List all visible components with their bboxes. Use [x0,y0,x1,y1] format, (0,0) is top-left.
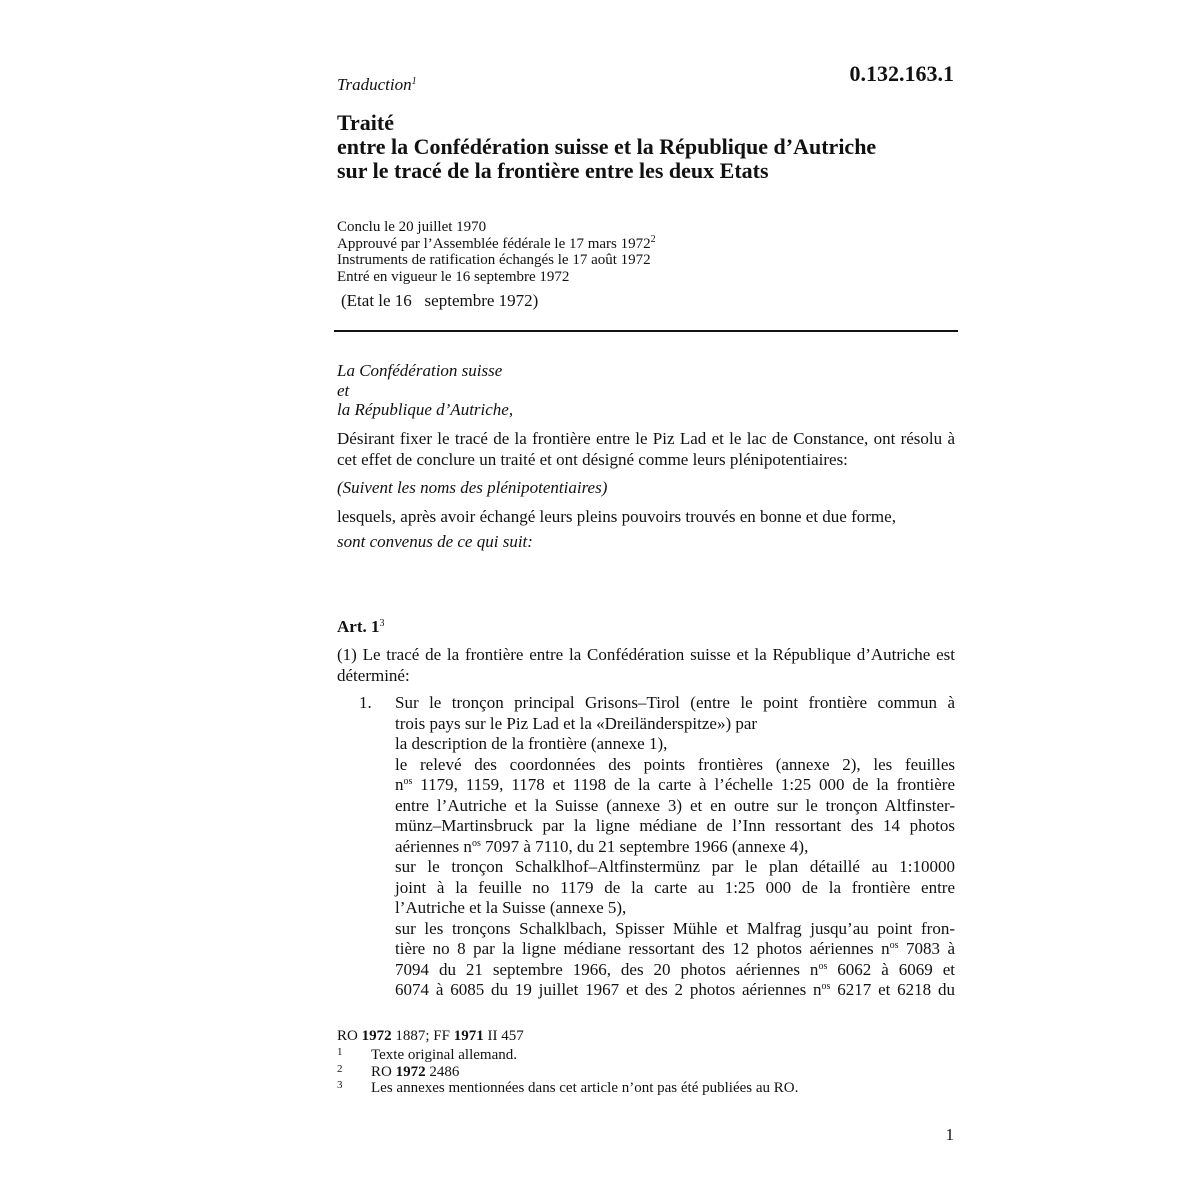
preamble-parties [337,361,513,420]
article-heading [337,617,384,637]
preamble-desirant: Désirant fixer le tracé de la frontière entre le Piz Lad et le lac de Constance, ont résolu à cet effet de conclure un traité et ont désigné comme leurs plénipotentiaires: [337,429,955,469]
footnote-ro-reference: RO 1972 1887; FF 1971 II 457 [337,1028,524,1044]
list-item: Sur le tronçon principal Grisons–Tirol (entre le point frontière commun à trois pays sur le Piz Lad et la «Dreiländerspitze») par la description de la frontière (annexe 1), le relevé des coordonnées des points frontières (annexe 2), les feuilles $n^{os}$ 1179, 1159, 1178 et 1198 de la carte à l’échelle 1:25 000 de la frontière entre l’Autriche et la Suisse (annexe 3) et en outre sur le tronçon Altfinster- münz–Martinsbruck par la ligne médiane de l’Inn ressortant des 14 photos aériennes $n^{os}$ 7097 à 7110, du 21 septembre 1966 (annexe 4), sur le tronçon Schalklhof–Altfinstermünz par le plan détaillé au 1:10000 joint à la feuille no 1179 de la carte au 1:25 000 de la frontière entre l’Autriche et la Suisse (annexe 5), sur les tronçons Schalklbach, Spisser Mühle et Malfrag jusqu’au point fron- tière no 8 par la ligne médiane ressortant des 12 photos aériennes $n^{os}$ 7083 à 7094 du 21 septembre 1966, des 20 photos aériennes $n^{os}$ 6062 à 6069 et 6074 à 6085 du 19 juillet 1967 et des 2 photos aériennes $n^{os}$ 6217 et 6218 du [395,693,955,999]
treaty-metadata [337,219,656,285]
preamble-convenus: sont convenus de ce qui suit: [337,532,533,551]
party-austria: la République d’Autriche, [337,400,514,419]
concluded-date: Conclu le 20 juillet 1970 [337,219,487,235]
sr-number: 0.132.163.1 [849,61,954,86]
preamble-lesquels: lesquels, après avoir échangé leurs pleins pouvoirs trouvés en bonne et due forme, [337,507,896,526]
state-date: (Etat le 16 septembre 1972) [341,291,539,310]
approved-date: Approuvé par l’Assemblée fédérale le 17 mars 1972$^2$ [337,233,656,252]
title-line-1: Traité [337,110,395,135]
title-line-2: entre la Confédération suisse et la République d’Autriche [337,134,877,159]
article-paragraph-1: (1) Le tracé de la frontière entre la Confédération suisse et la République d’Autriche est déterminé: [337,645,955,685]
title-line-3: sur le tracé de la frontière entre les deux Etats [337,158,769,183]
footnote-ref-1: 1 [411,76,417,87]
party-switzerland: La Confédération suisse [337,361,503,380]
party-conjunction: et [337,380,350,400]
list-item-number: 1. [359,693,372,712]
document-title [337,111,876,183]
ratification-date: Instruments de ratification échangés le 17 août 1972 [337,252,651,268]
preamble-plenipotentiaries: (Suivent les noms des plénipotentiaires) [337,478,608,497]
footnote-ref-3: 3 [379,618,385,629]
page-number: 1 [945,1125,954,1144]
header-divider [334,330,958,332]
entry-into-force-date: Entré en vigueur le 16 septembre 1972 [337,268,570,285]
footnote-ref-2: 2 [650,233,656,245]
article-heading-text: Art. 1 [337,617,380,636]
translation-label [337,75,417,95]
translation-text: Traduction [337,75,412,94]
